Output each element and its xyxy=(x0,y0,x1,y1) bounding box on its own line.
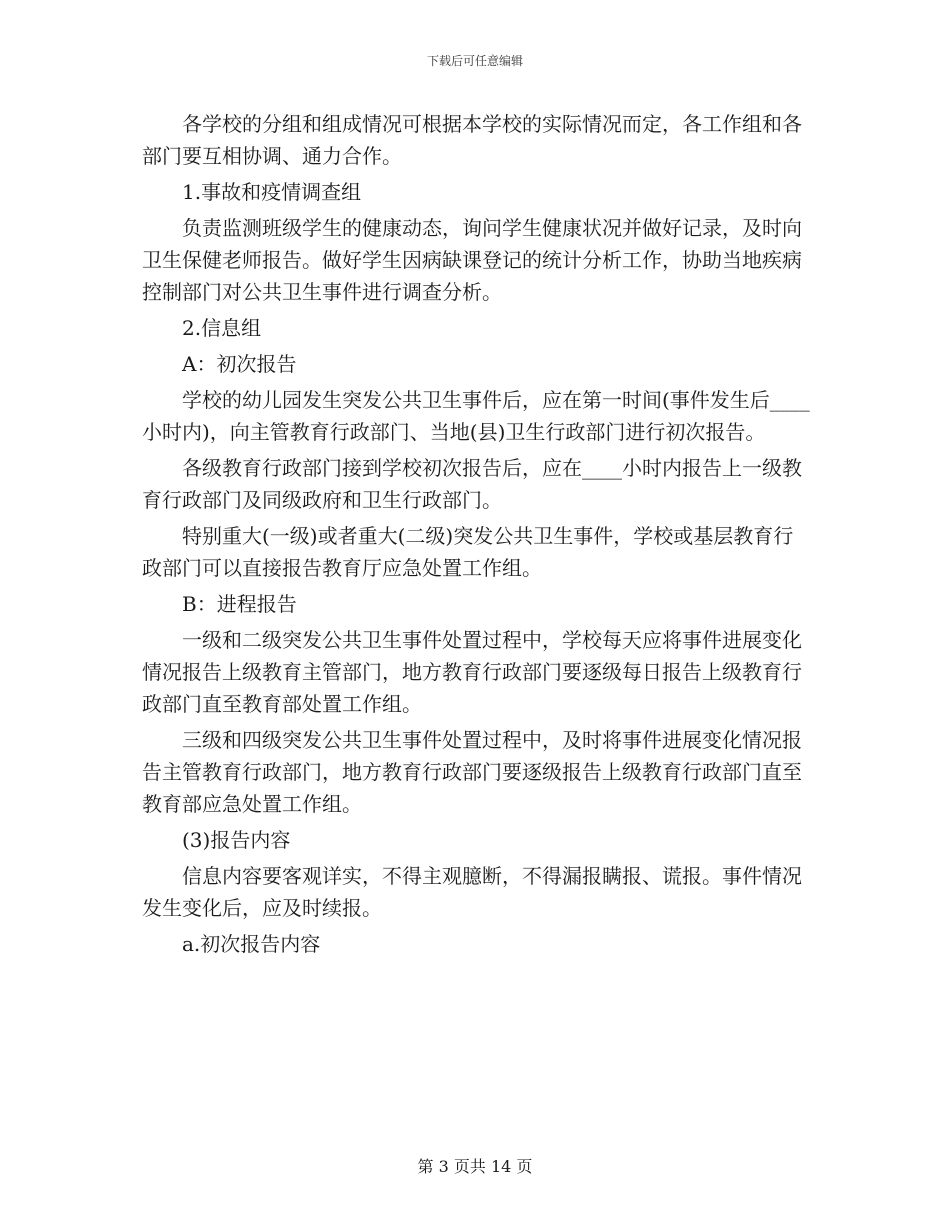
paragraph-level-3-4-progress: 三级和四级突发公共卫生事件处置过程中，及时将事件进展变化情况报告主管教育行政部门，地方教育行政部门要逐级报告上级教育行政部门直至教育部应急处置工作组。 xyxy=(142,728,802,816)
paragraph-investigation-duties: 负责监测班级学生的健康动态，询问学生健康状况并做好记录，及时向卫生保健老师报告。做好学生因病缺课登记的统计分析工作，协助当地疾病控制部门对公共卫生事件进行调查分析。 xyxy=(142,216,802,304)
paragraph-department-report: 各级教育行政部门接到学校初次报告后，应在____小时内报告上一级教育行政部门及同级政府和卫生行政部门。 xyxy=(142,456,802,512)
section-heading-investigation-group: 1.事故和疫情调查组 xyxy=(182,180,362,204)
page-footer: 第 3 页共 14 页 xyxy=(417,1157,533,1176)
section-heading-report-content: (3)报告内容 xyxy=(182,828,291,852)
subheading-progress-report: B：进程报告 xyxy=(182,592,297,616)
paragraph-school-initial-report: 学校的幼儿园发生突发公共卫生事件后，应在第一时间(事件发生后____小时内)，向主管教育行政部门、当地(县)卫生行政部门进行初次报告。 xyxy=(142,388,810,444)
page-header: 下载后可任意编辑 xyxy=(426,54,523,68)
paragraph-level-1-2-progress: 一级和二级突发公共卫生事件处置过程中，学校每天应将事件进展变化情况报告上级教育主管部门，地方教育行政部门要逐级每日报告上级教育行政部门直至教育部处置工作组。 xyxy=(142,628,802,716)
subheading-initial-report: A：初次报告 xyxy=(182,352,297,376)
paragraph-group-note: 各学校的分组和组成情况可根据本学校的实际情况而定，各工作组和各部门要互相协调、通力合作。 xyxy=(142,112,802,168)
section-heading-information-group: 2.信息组 xyxy=(182,316,262,340)
subheading-initial-report-content: a.初次报告内容 xyxy=(182,932,321,956)
document-body xyxy=(142,108,812,960)
paragraph-major-event-report: 特别重大(一级)或者重大(二级)突发公共卫生事件，学校或基层教育行政部门可以直接报告教育厅应急处置工作组。 xyxy=(142,524,794,580)
paragraph-report-content-rules: 信息内容要客观详实，不得主观臆断，不得漏报瞒报、谎报。事件情况发生变化后，应及时续报。 xyxy=(142,864,802,920)
